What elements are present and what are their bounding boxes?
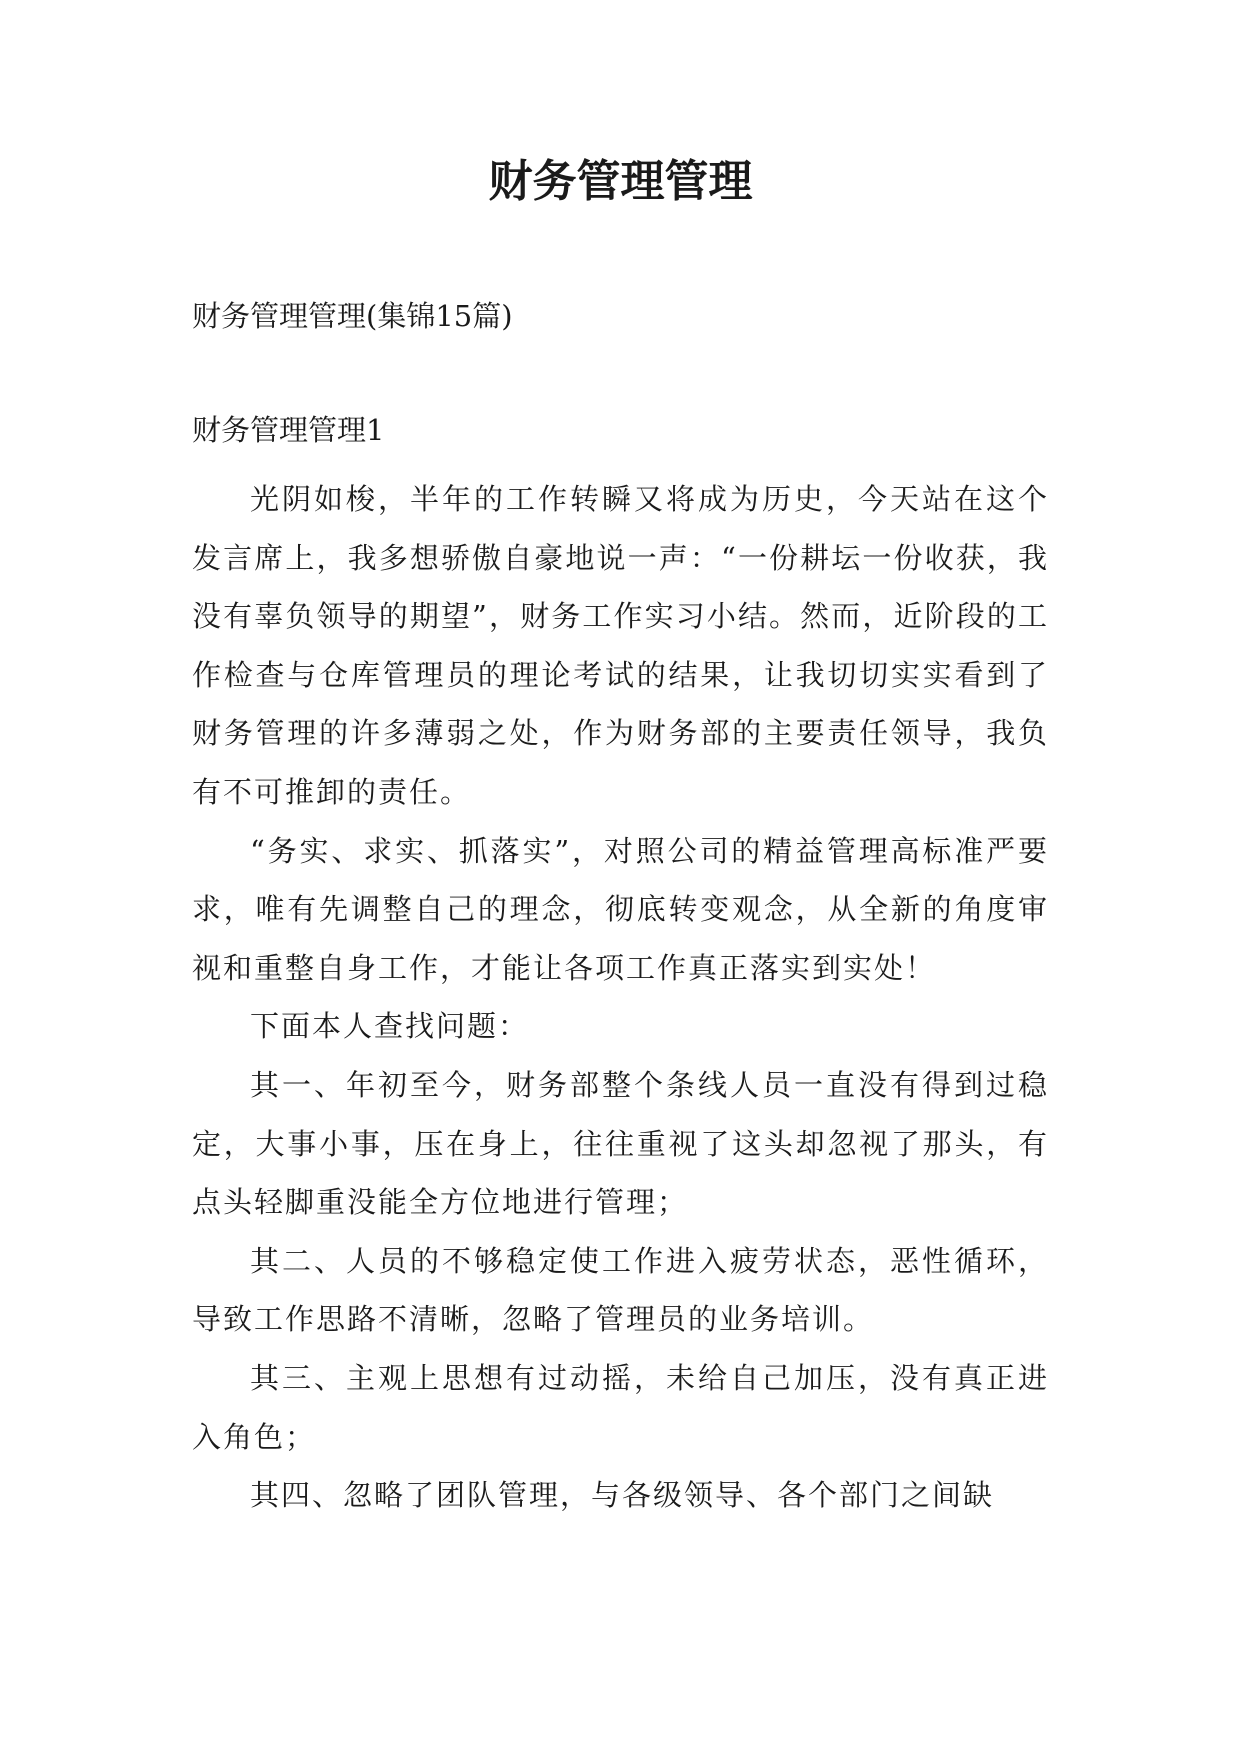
paragraph: 其二、人员的不够稳定使工作进入疲劳状态，恶性循环，导致工作思路不清晰，忽略了管理员的业务培训。	[192, 1243, 1049, 1337]
paragraph: 下面本人查找问题：	[250, 1009, 530, 1044]
document-subtitle: 财务管理管理(集锦15篇)	[192, 299, 513, 333]
body-text	[192, 470, 1049, 1525]
document-title: 财务管理管理	[488, 156, 753, 207]
paragraph: “务实、求实、抓落实”，对照公司的精益管理高标准严要求，唯有先调整自己的理念，彻底转变观念，从全新的角度审视和重整自身工作，才能让各项工作真正落实到实处！	[192, 833, 1049, 985]
paragraph: 光阴如梭，半年的工作转瞬又将成为历史，今天站在这个发言席上，我多想骄傲自豪地说一声：“一份耕坛一份收获，我没有辜负领导的期望”，财务工作实习小结。然而，近阶段的工作检查与仓库管理员的理论考试的结果，让我切切实实看到了财务管理的许多薄弱之处，作为财务部的主要责任领导，我负有不可推卸的责任。	[192, 482, 1049, 809]
paragraph: 其三、主观上思想有过动摇，未给自己加压，没有真正进入角色；	[192, 1360, 1049, 1454]
paragraph: 其一、年初至今，财务部整个条线人员一直没有得到过稳定，大事小事，压在身上，往往重视了这头却忽视了那头，有点头轻脚重没能全方位地进行管理；	[192, 1067, 1049, 1220]
paragraph: 其四、忽略了团队管理，与各级领导、各个部门之间缺	[250, 1478, 995, 1513]
section-heading: 财务管理管理1	[192, 413, 385, 447]
